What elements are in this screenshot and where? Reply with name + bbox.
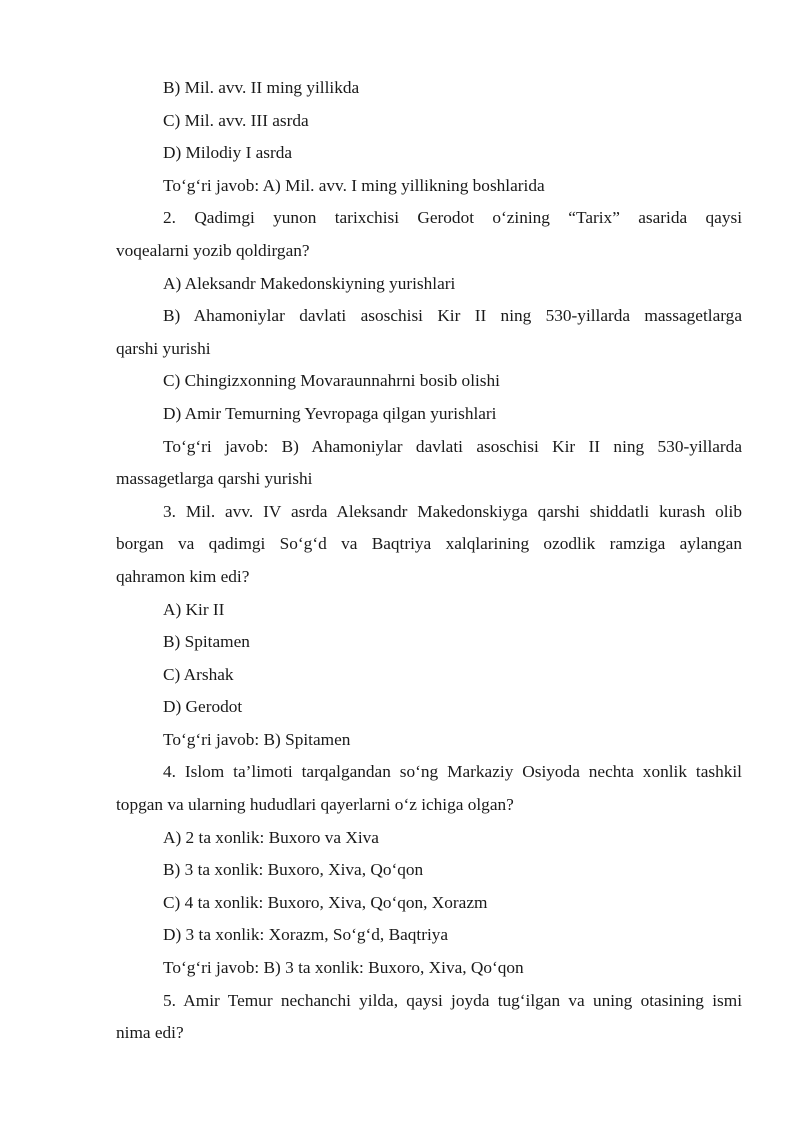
answer-option-line: D) Gerodot xyxy=(163,697,243,717)
answer-option-line: D) Milodiy I asrda xyxy=(163,143,293,163)
answer-option-line: B) Mil. avv. II ming yillikda xyxy=(163,78,360,97)
correct-answer-line: To‘g‘ri javob: A) Mil. avv. I ming yillikning boshlarida xyxy=(163,175,545,195)
answer-option-continuation: qarshi yurishi xyxy=(116,338,211,358)
question-3-line-3: qahramon kim edi? xyxy=(116,566,250,586)
answer-option-line: A) Aleksandr Makedonskiyning yurishlari xyxy=(163,273,456,293)
answer-option-line: B) Ahamoniylar davlati asoschisi Kir II ning 530-yillarda massagetlarga xyxy=(163,306,742,326)
question-2-line-1: 2. Qadimgi yunon tarixchisi Gerodot o‘zining “Tarix” asarida qaysi xyxy=(163,208,742,228)
answer-option-line: D) Amir Temurning Yevropaga qilgan yurishlari xyxy=(163,403,497,423)
answer-option-line: C) Arshak xyxy=(163,664,234,684)
correct-answer-continuation: massagetlarga qarshi yurishi xyxy=(116,469,313,489)
answer-option-line: A) Kir II xyxy=(163,599,225,619)
question-4-line-2: topgan va ularning hududlari qayerlarni o‘z ichiga olgan? xyxy=(116,795,514,815)
answer-option-line: B) 3 ta xonlik: Buxoro, Xiva, Qo‘qon xyxy=(163,860,424,880)
question-4-line-1: 4. Islom ta’limoti tarqalgandan so‘ng Markaziy Osiyoda nechta xonlik tashkil xyxy=(163,762,742,782)
document-page xyxy=(116,72,742,1050)
question-3-line-2: borgan va qadimgi So‘g‘d va Baqtriya xalqlarining ozodlik ramziga aylangan xyxy=(116,534,742,554)
answer-option-line: A) 2 ta xonlik: Buxoro va Xiva xyxy=(163,827,379,847)
correct-answer-line: To‘g‘ri javob: B) Ahamoniylar davlati asoschisi Kir II ning 530-yillarda xyxy=(163,436,742,456)
answer-option-line: C) 4 ta xonlik: Buxoro, Xiva, Qo‘qon, Xorazm xyxy=(163,892,488,912)
question-3-line-1: 3. Mil. avv. IV asrda Aleksandr Makedonskiyga qarshi shiddatli kurash olib xyxy=(163,501,742,521)
correct-answer-line: To‘g‘ri javob: B) 3 ta xonlik: Buxoro, Xiva, Qo‘qon xyxy=(163,958,524,978)
correct-answer-line: To‘g‘ri javob: B) Spitamen xyxy=(163,729,351,749)
answer-option-line: B) Spitamen xyxy=(163,632,250,652)
question-5-line-2: nima edi? xyxy=(116,1023,184,1043)
answer-option-line: D) 3 ta xonlik: Xorazm, So‘g‘d, Baqtriya xyxy=(163,925,449,945)
answer-option-line: C) Mil. avv. III asrda xyxy=(163,110,309,130)
answer-option-line: C) Chingizxonning Movaraunnahrni bosib olishi xyxy=(163,371,500,391)
question-5-line-1: 5. Amir Temur nechanchi yilda, qaysi joyda tug‘ilgan va uning otasining ismi xyxy=(163,990,742,1010)
question-2-line-2: voqealarni yozib qoldirgan? xyxy=(116,240,310,260)
